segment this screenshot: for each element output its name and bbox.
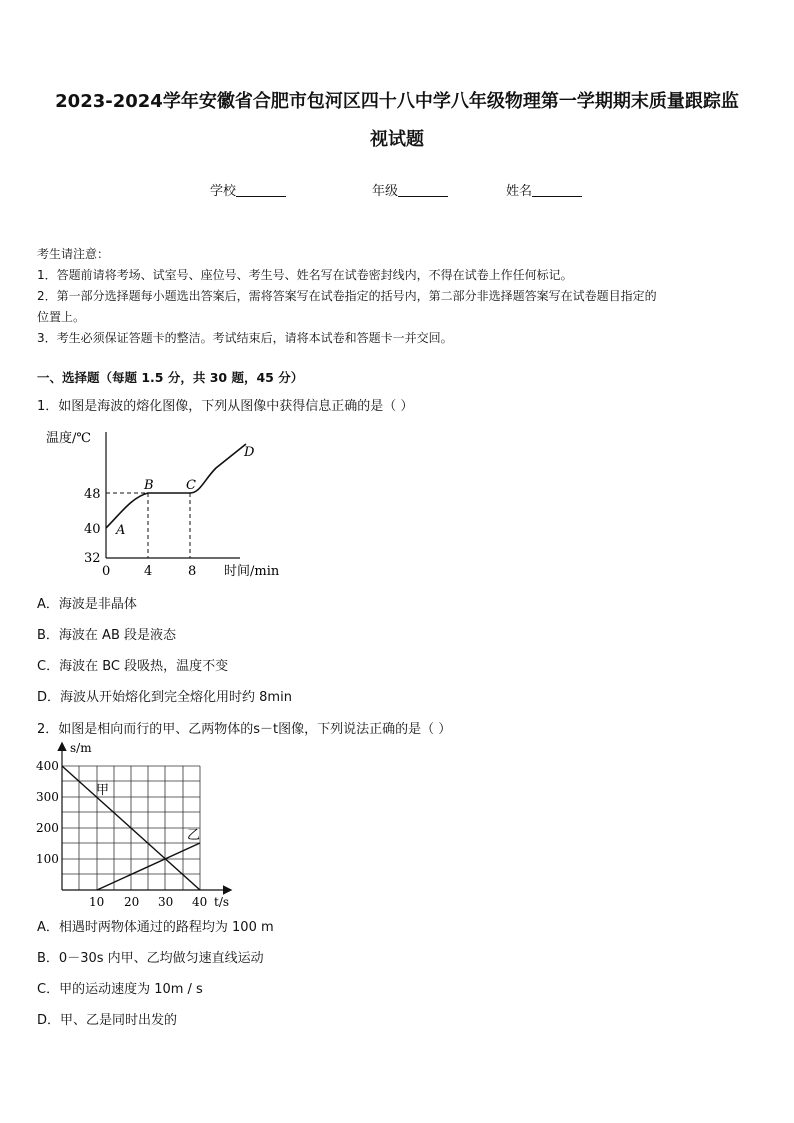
grade-field: 年级 bbox=[372, 180, 448, 199]
q1-option-a[interactable]: A．海波是非晶体 bbox=[37, 597, 137, 612]
q2-option-d[interactable]: D．甲、乙是同时出发的 bbox=[37, 1013, 178, 1028]
exam-title-line2: 视试题 bbox=[370, 129, 424, 150]
q2-line-yi bbox=[97, 843, 200, 890]
q1-xtick-0: 0 bbox=[102, 564, 111, 579]
q1-curve bbox=[106, 444, 246, 528]
notice-item-2: 2．第一部分选择题每小题选出答案后，需将答案写在试卷指定的括号内，第二部分非选择题答案写在试卷题目指定的 bbox=[37, 289, 657, 303]
q2-label-jia: 甲 bbox=[96, 783, 110, 798]
q1-ylabel: 温度/℃ bbox=[46, 431, 91, 446]
q2-option-b[interactable]: B．0－30s 内甲、乙均做匀速直线运动 bbox=[37, 951, 264, 966]
q2-xlabel: t/s bbox=[214, 895, 230, 909]
exam-title-line1: 2023-2024学年安徽省合肥市包河区四十八中学八年级物理第一学期期末质量跟踪监 bbox=[55, 91, 739, 112]
q1-option-c[interactable]: C．海波在 BC 段吸热，温度不变 bbox=[37, 659, 229, 674]
question-2-stem: 2．如图是相向而行的甲、乙两物体的s－t图像，下列说法正确的是（ ） bbox=[37, 722, 452, 737]
school-field: 学校 bbox=[210, 180, 286, 199]
section-heading: 一、选择题（每题 1.5 分，共 30 题，45 分） bbox=[37, 370, 304, 385]
q1-point-b: B bbox=[144, 478, 154, 493]
q1-option-d[interactable]: D．海波从开始熔化到完全熔化用时约 8min bbox=[37, 690, 292, 705]
q1-ytick-40: 40 bbox=[84, 522, 101, 537]
notice-item-1: 1．答题前请将考场、试室号、座位号、考生号、姓名写在试卷密封线内，不得在试卷上作任何标记。 bbox=[37, 268, 573, 282]
q2-xtick-40: 40 bbox=[192, 895, 208, 909]
q2-xtick-20: 20 bbox=[124, 895, 140, 909]
notice-item-3: 3．考生必须保证答题卡的整洁。考试结束后，请将本试卷和答题卡一并交回。 bbox=[37, 331, 453, 345]
q2-xtick-30: 30 bbox=[158, 895, 174, 909]
grade-blank[interactable] bbox=[398, 196, 448, 197]
q1-point-a: A bbox=[116, 523, 126, 538]
name-blank[interactable] bbox=[532, 196, 582, 197]
q1-ytick-48: 48 bbox=[84, 487, 101, 502]
q1-melting-graph bbox=[40, 422, 300, 584]
q2-label-yi: 乙 bbox=[187, 828, 201, 843]
q2-ylabel: s/m bbox=[70, 741, 92, 755]
q1-option-b[interactable]: B．海波在 AB 段是液态 bbox=[37, 628, 176, 643]
school-blank[interactable] bbox=[236, 196, 286, 197]
q1-point-d: D bbox=[244, 445, 255, 460]
q1-point-c: C bbox=[186, 478, 196, 493]
q2-ytick-200: 200 bbox=[36, 821, 59, 835]
notice-heading: 考生请注意： bbox=[37, 247, 110, 261]
notice-item-2-cont: 位置上。 bbox=[37, 310, 86, 324]
q1-xtick-4: 4 bbox=[144, 564, 153, 579]
q1-xtick-8: 8 bbox=[188, 564, 197, 579]
q2-option-a[interactable]: A．相遇时两物体通过的路程均为 100 m bbox=[37, 920, 274, 935]
q2-option-c[interactable]: C．甲的运动速度为 10m / s bbox=[37, 982, 203, 997]
question-1-stem: 1．如图是海波的熔化图像，下列从图像中获得信息正确的是（ ） bbox=[37, 399, 414, 414]
q1-xlabel: 时间/min bbox=[224, 564, 280, 579]
q2-ytick-100: 100 bbox=[36, 852, 59, 866]
q1-ytick-32: 32 bbox=[84, 551, 101, 566]
name-field: 姓名 bbox=[506, 180, 582, 199]
q2-xtick-10: 10 bbox=[89, 895, 105, 909]
q2-ytick-300: 300 bbox=[36, 790, 59, 804]
q2-ytick-400: 400 bbox=[36, 759, 59, 773]
notice-block bbox=[37, 244, 759, 349]
q2-st-graph bbox=[34, 740, 244, 910]
